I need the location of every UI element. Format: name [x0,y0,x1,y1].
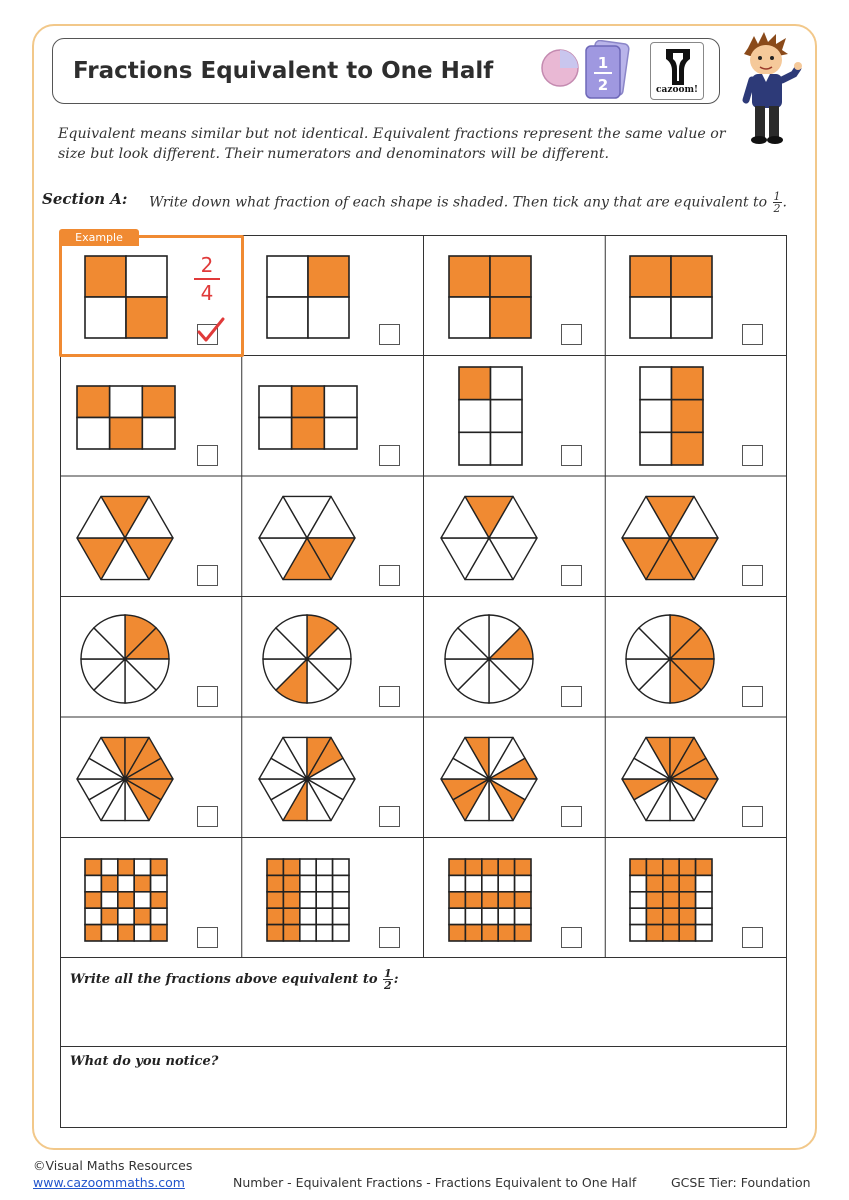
question-half-denominator: 2 [384,979,392,992]
shape-part [151,859,167,875]
shape-cell-19 [425,718,607,839]
shape-part [679,875,695,891]
shape-part [134,875,150,891]
fraction-cards-icon [540,40,640,100]
example-denominator: 4 [200,281,214,305]
shape-part [465,924,481,940]
tick-checkbox-7[interactable] [561,445,582,466]
half-denominator: 2 [773,202,781,215]
shape-part [449,891,465,907]
icon-fraction-numerator: 1 [597,54,609,72]
shape-part [101,875,117,891]
shape-part [630,891,646,907]
tick-checkbox-13[interactable] [197,686,218,707]
shape-part [85,859,101,875]
example-answer-fraction [192,253,222,305]
question-half-fraction [383,968,393,991]
shape-part [300,875,316,891]
shape-part [267,908,283,924]
shape-cell-8 [606,357,788,478]
icon-fraction-denominator: 2 [597,76,609,94]
shape-cell-7 [425,357,607,478]
shape-part [647,891,663,907]
shapes-grid [60,235,787,958]
shape-part [324,386,357,418]
tick-checkbox-12[interactable] [742,565,763,586]
shape-part [300,908,316,924]
shape-part [630,859,646,875]
footer-topic: Number - Equivalent Fractions - Fractions Equivalent to One Half [233,1175,637,1190]
shape-part [101,859,117,875]
shape-cell-10 [243,477,425,598]
shape-part [332,875,348,891]
shape-part [498,891,514,907]
shape-part [134,908,150,924]
shape-cell-14 [243,598,425,719]
shape-part [490,297,531,338]
shape-part [267,297,308,338]
intro-paragraph: Equivalent means similar but not identical. Equivalent fractions represent the same value or size but look different. Their numerators and denominators will be different. [58,126,726,162]
tick-checkbox-22[interactable] [379,927,400,948]
shape-part [514,891,530,907]
shape-part [459,399,491,432]
shape-part [679,891,695,907]
shape-part [490,367,522,400]
tick-checkbox-6[interactable] [379,445,400,466]
shape-part [300,924,316,940]
footer-tier: GCSE Tier: Foundation [671,1175,811,1190]
mascot-character-icon [728,30,808,148]
shape-part [324,417,357,449]
shape-part [118,924,134,940]
shape-cell-21 [61,839,243,960]
shape-part [85,297,126,338]
tick-check-icon [196,316,226,344]
shape-part [118,875,134,891]
shape-part [514,908,530,924]
shape-part [672,432,704,465]
footer-credits [33,1157,192,1191]
shape-part [449,908,465,924]
shape-part [316,891,332,907]
tick-checkbox-8[interactable] [742,445,763,466]
shape-part [481,859,497,875]
shape-part [640,432,672,465]
shape-cell-11 [425,477,607,598]
section-instruction-text: Write down what fraction of each shape is shaded. Then tick any that are equivalent to [149,194,768,211]
footer-website-link[interactable]: www.cazoommaths.com [33,1175,185,1190]
tick-checkbox-4[interactable] [742,324,763,345]
shape-part [77,386,110,418]
shape-part [640,367,672,400]
shape-part [490,432,522,465]
shape-part [465,891,481,907]
shape-part [110,386,143,418]
shape-part [267,256,308,297]
shape-part [498,875,514,891]
shape-part [449,875,465,891]
question-equivalent-fractions [70,968,399,991]
footer-copyright: ©Visual Maths Resources [33,1158,193,1173]
half-fraction [773,191,782,214]
shape-part [300,891,316,907]
logo-text: cazoom! [656,85,698,95]
question-notice: What do you notice? [70,1054,219,1069]
shape-part [101,908,117,924]
shape-part [630,908,646,924]
shape-cell-13 [61,598,243,719]
shape-part [85,891,101,907]
shape-part [490,256,531,297]
shape-part [449,297,490,338]
tick-checkbox-5[interactable] [197,445,218,466]
section-a-header [42,186,802,216]
shape-part [481,891,497,907]
shape-part [134,859,150,875]
section-label: Section A: [42,190,128,208]
shape-part [118,859,134,875]
shape-cell-12 [606,477,788,598]
shape-cell-15 [425,598,607,719]
shape-part [630,924,646,940]
shape-part [696,908,712,924]
shape-part [134,924,150,940]
shape-part [85,256,126,297]
shape-part [118,908,134,924]
shape-part [316,908,332,924]
tick-checkbox-21[interactable] [197,927,218,948]
shape-part [672,399,704,432]
shape-cell-4 [606,236,788,357]
shape-part [465,859,481,875]
shape-part [696,891,712,907]
question-1-suffix: : [393,972,399,987]
shape-part [283,875,299,891]
shape-part [151,924,167,940]
shape-part [696,924,712,940]
shape-part [449,256,490,297]
cazoom-logo [650,42,704,100]
shape-part [481,924,497,940]
shape-part [663,891,679,907]
shape-part [126,256,167,297]
tick-checkbox-23[interactable] [561,927,582,948]
shape-part [126,297,167,338]
shape-part [679,908,695,924]
shape-part [514,875,530,891]
shape-part [672,367,704,400]
logo-emblem-icon [651,45,705,89]
shape-part [449,924,465,940]
shape-part [308,256,349,297]
shape-part [267,924,283,940]
shape-part [671,256,712,297]
answer-box [60,958,787,1128]
shape-part [498,924,514,940]
answer-divider [61,1046,786,1047]
tick-checkbox-9[interactable] [197,565,218,586]
tick-checkbox-15[interactable] [561,686,582,707]
shape-part [332,908,348,924]
tick-checkbox-2[interactable] [379,324,400,345]
shape-cell-20 [606,718,788,839]
shape-cell-2 [243,236,425,357]
shape-part [283,859,299,875]
shape-part [647,924,663,940]
shape-part [118,891,134,907]
shape-part [267,875,283,891]
shape-part [283,908,299,924]
shape-part [498,859,514,875]
shape-part [283,891,299,907]
shape-part [259,386,292,418]
shape-part [663,875,679,891]
tick-checkbox-10[interactable] [379,565,400,586]
shape-part [663,924,679,940]
shape-part [696,859,712,875]
shape-cell-6 [243,357,425,478]
shape-part [332,859,348,875]
shape-part [459,432,491,465]
shape-part [449,859,465,875]
tick-checkbox-20[interactable] [742,806,763,827]
shape-part [671,297,712,338]
shape-part [110,417,143,449]
half-numerator: 1 [773,190,781,203]
shape-part [630,297,671,338]
shape-part [696,875,712,891]
shape-part [647,908,663,924]
shape-part [283,924,299,940]
shape-part [101,891,117,907]
shape-part [663,859,679,875]
shape-part [481,875,497,891]
tick-checkbox-17[interactable] [197,806,218,827]
shape-part [291,417,324,449]
tick-checkbox-11[interactable] [561,565,582,586]
tick-checkbox-3[interactable] [561,324,582,345]
shape-part [514,924,530,940]
shape-part [459,367,491,400]
shape-part [647,859,663,875]
shape-part [151,891,167,907]
shape-part [481,908,497,924]
shape-part [640,399,672,432]
tick-checkbox-24[interactable] [742,927,763,948]
shape-part [267,891,283,907]
shape-part [663,908,679,924]
shape-cell-9 [61,477,243,598]
tick-checkbox-18[interactable] [379,806,400,827]
shape-cell-23 [425,839,607,960]
shape-part [490,399,522,432]
shape-part [465,875,481,891]
shape-part [291,386,324,418]
shape-part [101,924,117,940]
shape-part [77,417,110,449]
shape-cell-5 [61,357,243,478]
shape-part [308,297,349,338]
shape-part [142,417,175,449]
shape-part [151,908,167,924]
shape-part [630,875,646,891]
tick-checkbox-1[interactable] [197,324,218,345]
shape-part [679,924,695,940]
shape-part [134,891,150,907]
tick-checkbox-14[interactable] [379,686,400,707]
shape-cell-24 [606,839,788,960]
shape-part [316,875,332,891]
shape-part [316,924,332,940]
shape-part [85,875,101,891]
example-numerator: 2 [200,253,214,277]
tick-checkbox-19[interactable] [561,806,582,827]
shape-cell-16 [606,598,788,719]
shape-cell-22 [243,839,425,960]
shape-part [630,256,671,297]
tick-checkbox-16[interactable] [742,686,763,707]
shape-cell-18 [243,718,425,839]
shape-part [259,417,292,449]
shape-part [332,891,348,907]
shape-part [316,859,332,875]
shape-part [498,908,514,924]
shape-part [151,875,167,891]
shape-part [332,924,348,940]
shape-part [85,924,101,940]
shape-part [85,908,101,924]
shape-part [514,859,530,875]
shape-part [300,859,316,875]
shape-part [267,859,283,875]
example-tab: Example [59,229,139,246]
page-title: Fractions Equivalent to One Half [73,58,494,84]
shape-part [465,908,481,924]
question-half-numerator: 1 [384,967,392,980]
shape-part [142,386,175,418]
question-1-text: Write all the fractions above equivalent to [70,972,378,987]
section-instruction: Write down what fraction of each shape is shaded. Then tick any that are equivalent to $\frac{1}{2}$ . [149,190,787,215]
shape-cell-3 [425,236,607,357]
shape-part [679,859,695,875]
shape-part [647,875,663,891]
shape-cell-17 [61,718,243,839]
